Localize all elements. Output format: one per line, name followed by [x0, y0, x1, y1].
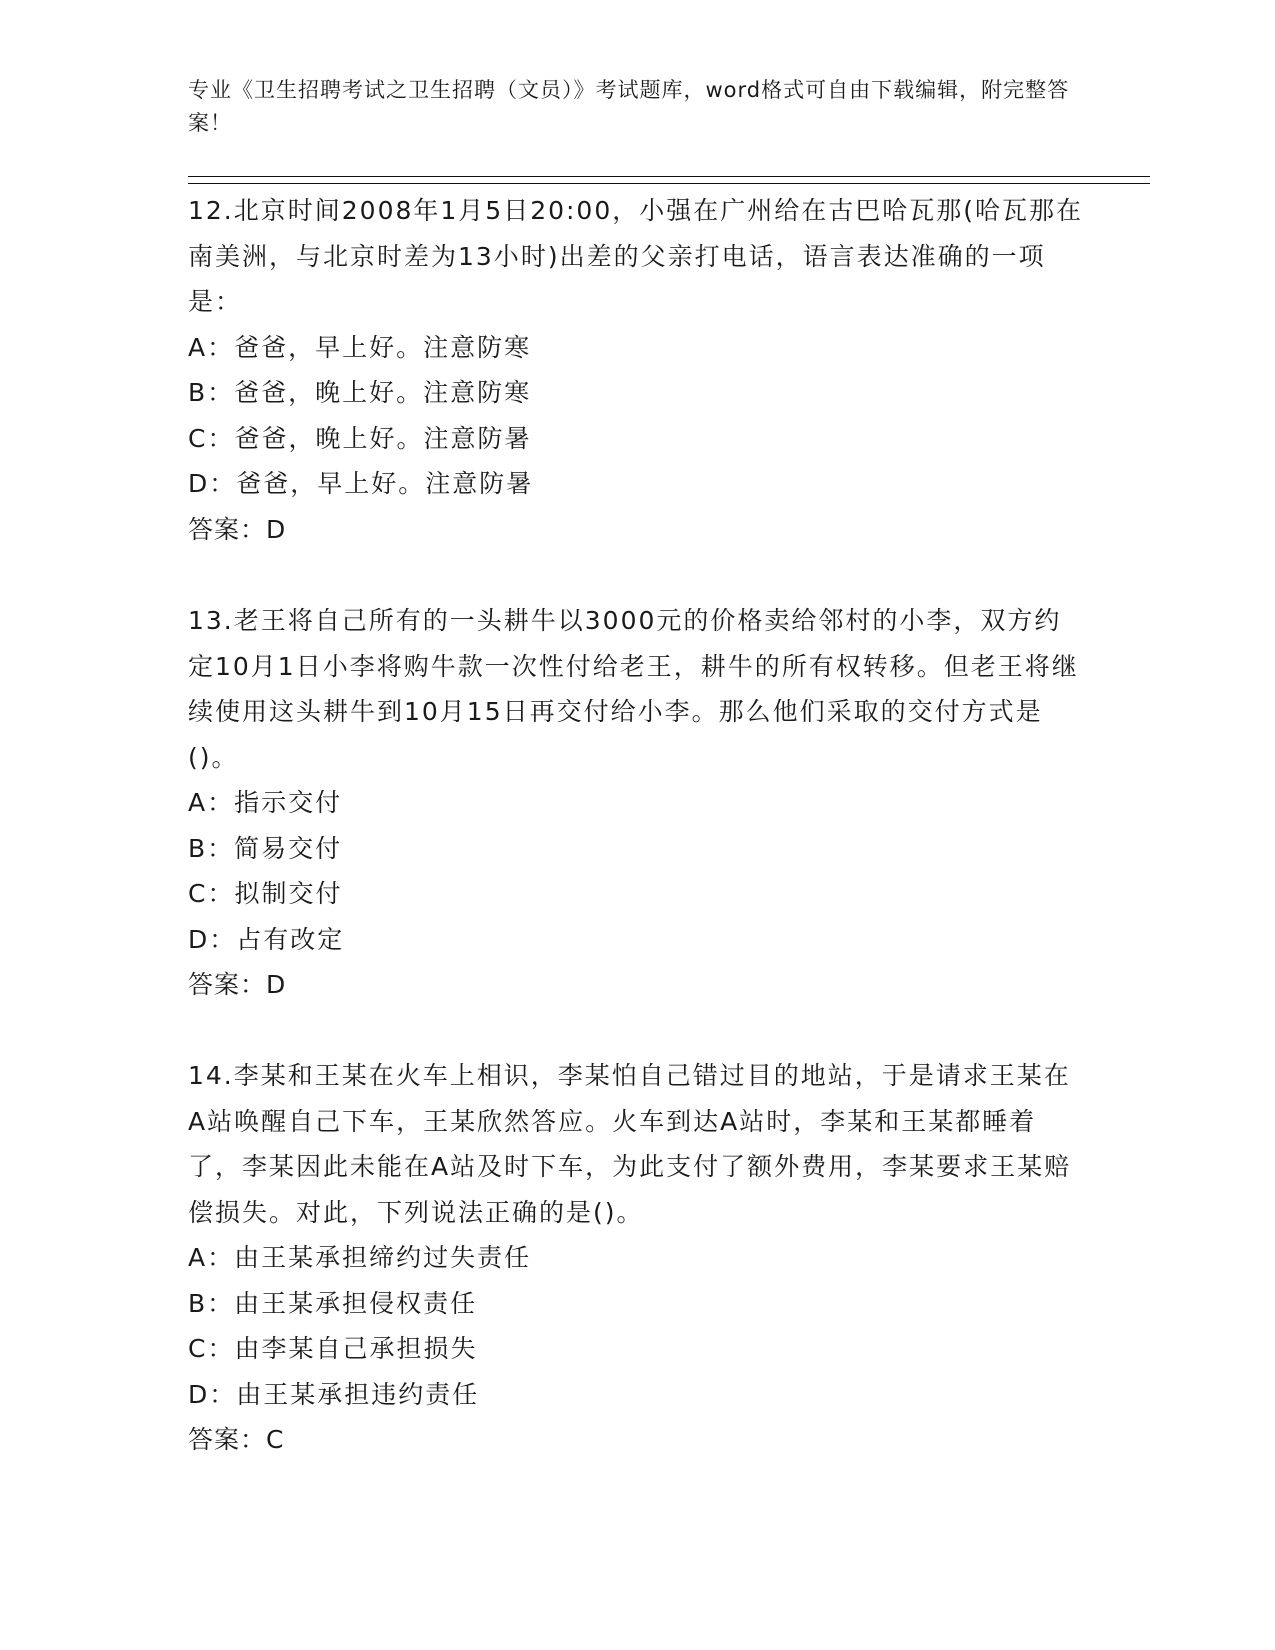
option-d: D：占有改定 — [188, 924, 345, 954]
option-d: D：爸爸，早上好。注意防暑 — [188, 469, 534, 498]
option-list — [188, 325, 1088, 507]
answer-line: 答案：D — [188, 970, 287, 999]
option-c: C：拟制交付 — [188, 879, 343, 908]
option-list — [188, 1235, 1088, 1417]
option-a: A：指示交付 — [188, 788, 343, 817]
option-a: A：爸爸，早上好。注意防寒 — [188, 332, 532, 362]
header-rule-top — [188, 176, 1150, 177]
question-stem: 13.老王将自己所有的一头耕牛以3000元的价格卖给邻村的小李，双方约定10月1日小李将购牛款一次性付给老王，耕牛的所有权转移。但老王将继续使用这头耕牛到10月15日再交付给小李。那么他们采取的交付方式是()。 — [188, 606, 1079, 772]
option-b: B：简易交付 — [188, 833, 343, 863]
document-header — [188, 74, 1088, 140]
answer-line: 答案：C — [188, 1425, 285, 1454]
option-c: C：爸爸，晚上好。注意防暑 — [188, 423, 532, 453]
question-14 — [188, 1053, 1088, 1463]
option-d: D：由王某承担违约责任 — [188, 1379, 480, 1409]
question-13 — [188, 598, 1088, 1008]
question-stem: 12.北京时间2008年1月5日20:00，小强在广州给在古巴哈瓦那(哈瓦那在南美洲，与北京时差为13小时)出差的父亲打电话，语言表达准确的一项是： — [188, 196, 1083, 316]
question-12 — [188, 188, 1088, 552]
option-a: A：由王某承担缔约过失责任 — [188, 1243, 532, 1272]
header-rule-bottom — [188, 183, 1150, 184]
option-b: B：爸爸，晚上好。注意防寒 — [188, 378, 532, 407]
option-list — [188, 780, 1088, 962]
answer-line: 答案：D — [188, 514, 287, 544]
option-b: B：由王某承担侵权责任 — [188, 1288, 478, 1318]
question-stem: 14.李某和王某在火车上相识，李某怕自己错过目的地站，于是请求王某在A站唤醒自己下车，王某欣然答应。火车到达A站时，李某和王某都睡着了，李某因此未能在A站及时下车，为此支付了额外费用，李某要求王某赔偿损失。对此，下列说法正确的是()。 — [188, 1061, 1072, 1227]
option-c: C：由李某自己承担损失 — [188, 1334, 478, 1363]
header-title: 专业《卫生招聘考试之卫生招聘（文员）》考试题库，word格式可自由下载编辑，附完整答案！ — [188, 78, 1070, 135]
